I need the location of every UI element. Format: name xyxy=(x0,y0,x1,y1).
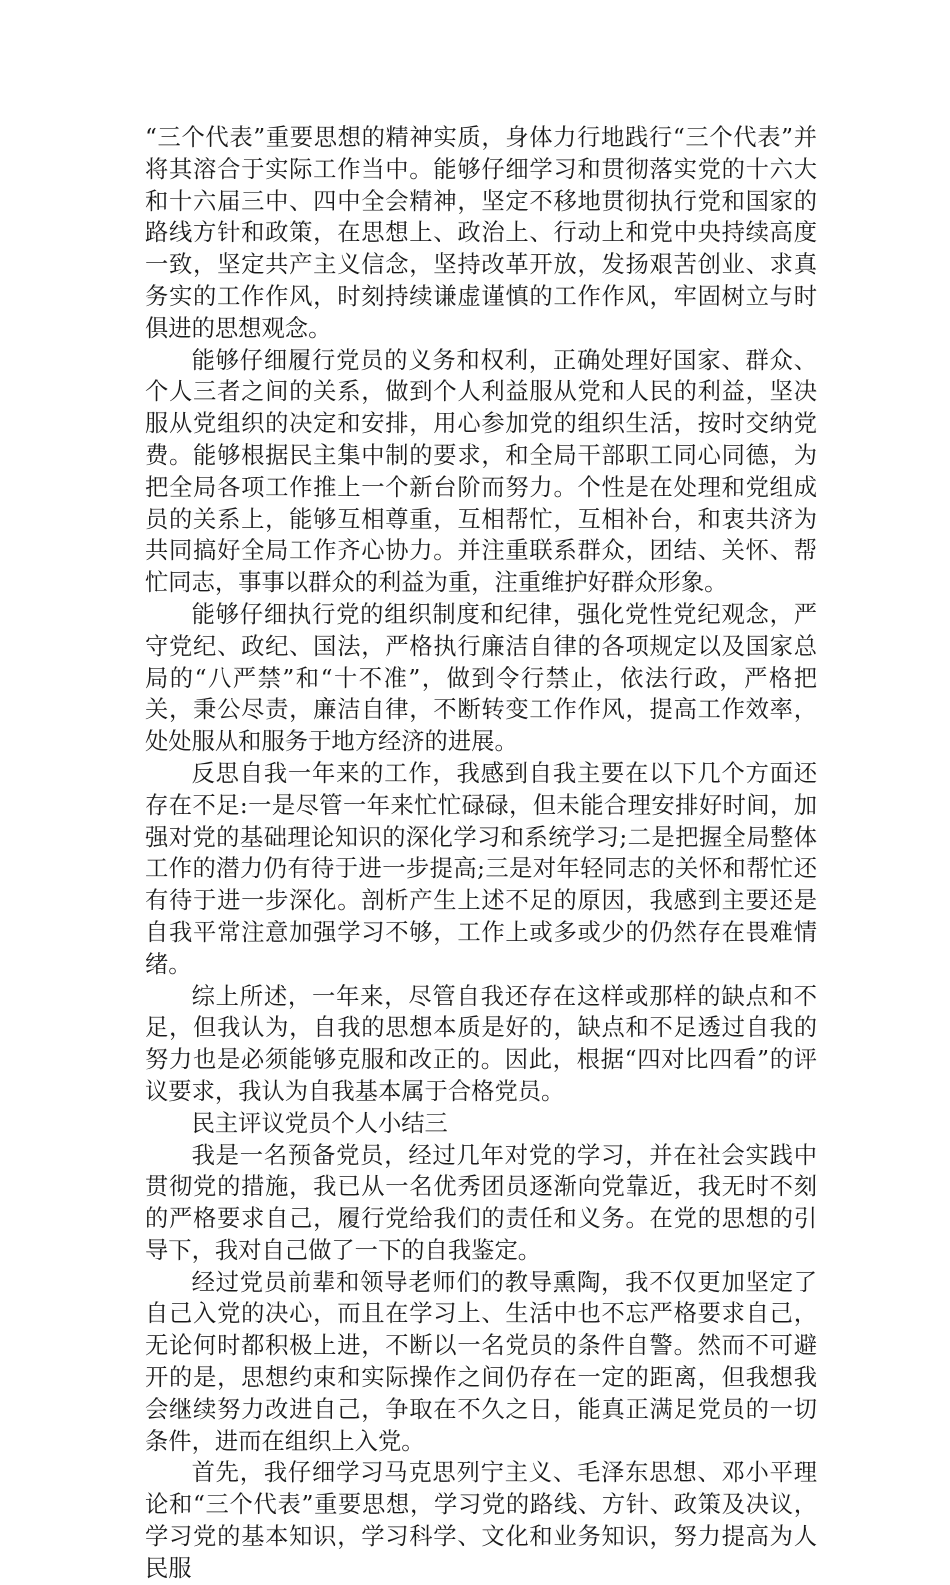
section-heading: 民主评议党员个人小结三 xyxy=(191,1109,448,1137)
paragraph-7: 经过党员前辈和领导老师们的教导熏陶，我不仅更加坚定了自己入党的决心，而且在学习上、生活中也不忘严格要求自己，无论何时都积极上进，不断以一名党员的条件自警。然而不可避开的是，思想约束和实际操作之间仍存在一定的距离，但我想我会继续努力改进自己，争取在不久之日，能真正满足党员的一切条件，进而在组织上入党。 xyxy=(145,1268,817,1455)
paragraph-1: “三个代表”重要思想的精神实质，身体力行地践行“三个代表”并将其溶合于实际工作当中。能够仔细学习和贯彻落实党的十六大和十六届三中、四中全会精神，坚定不移地贯彻执行党和国家的路线方针和政策，在思想上、政治上、行动上和党中央持续高度一致，坚定共产主义信念，坚持改革开放，发扬艰苦创业、求真务实的工作作风，时刻持续谦虚谨慎的工作作风，牢固树立与时俱进的思想观念。 xyxy=(145,124,817,342)
paragraph-3: 能够仔细执行党的组织制度和纪律，强化党性党纪观念，严守党纪、政纪、国法，严格执行廉洁自律的各项规定以及国家总局的“八严禁”和“十不准”，做到令行禁止，依法行政，严格把关，秉公尽责，廉洁自律，不断转变工作作风，提高工作效率，处处服从和服务于地方经济的进展。 xyxy=(145,600,817,756)
document-body xyxy=(145,122,817,1585)
paragraph-5: 综上所述，一年来，尽管自我还存在这样或那样的缺点和不足，但我认为，自我的思想本质是好的，缺点和不足透过自我的努力也是必须能够克服和改正的。因此，根据“四对比四看”的评议要求，我认为自我基本属于合格党员。 xyxy=(145,982,817,1105)
paragraph-4: 反思自我一年来的工作，我感到自我主要在以下几个方面还存在不足:一是尽管一年来忙忙碌碌，但未能合理安排好时间，加强对党的基础理论知识的深化学习和系统学习;二是把握全局整体工作的潜力仍有待于进一步提高;三是对年轻同志的关怀和帮忙还有待于进一步深化。剖析产生上述不足的原因，我感到主要还是自我平常注意加强学习不够，工作上或多或少的仍然存在畏难情绪。 xyxy=(145,759,817,978)
paragraph-6: 我是一名预备党员，经过几年对党的学习，并在社会实践中贯彻党的措施，我已从一名优秀团员逐渐向党靠近，我无时不刻的严格要求自己，履行党给我们的责任和义务。在党的思想的引导下，我对自己做了一下的自我鉴定。 xyxy=(145,1141,817,1264)
paragraph-8: 首先，我仔细学习马克思列宁主义、毛泽东思想、邓小平理论和“三个代表”重要思想，学习党的路线、方针、政策及决议，学习党的基本知识，学习科学、文化和业务知识，努力提高为人民服 xyxy=(145,1459,817,1582)
paragraph-2: 能够仔细履行党员的义务和权利，正确处理好国家、群众、个人三者之间的关系，做到个人利益服从党和人民的利益，坚决服从党组织的决定和安排，用心参加党的组织生活，按时交纳党费。能够根据民主集中制的要求，和全局干部职工同心同德，为把全局各项工作推上一个新台阶而努力。个性是在处理和党组成员的关系上，能够互相尊重，互相帮忙，互相补台，和衷共济为共同搞好全局工作齐心协力。并注重联系群众，团结、关怀、帮忙同志，事事以群众的利益为重，注重维护好群众形象。 xyxy=(145,346,817,597)
